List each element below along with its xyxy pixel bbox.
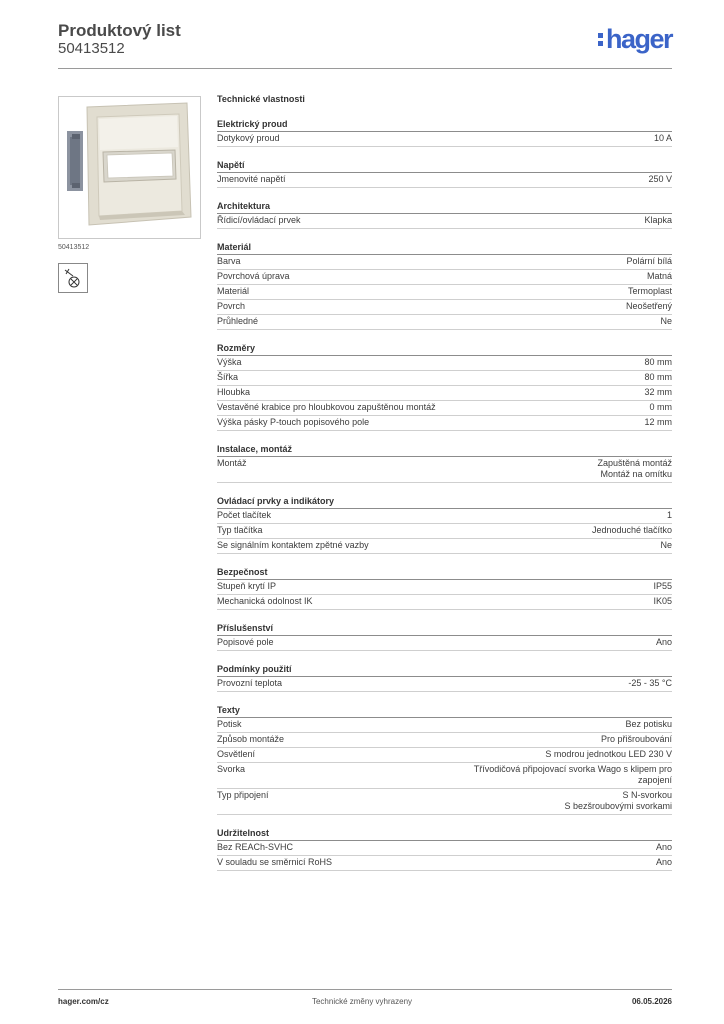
spec-label: Materiál [217,286,250,296]
spec-value [650,402,673,413]
spec-value [648,174,672,185]
spec-label: Montáž [217,458,247,468]
spec-value-line: Ne [660,540,672,550]
header-divider [58,68,672,69]
spec-value-line: Matná [646,271,672,281]
page-header [58,20,672,70]
spec-section-title: Architektura [217,200,672,214]
spec-row [217,595,672,610]
spec-row [217,386,672,401]
spec-label: Se signálním kontaktem zpětné vazby [217,540,369,550]
spec-row [217,285,672,300]
spec-section-title: Napětí [217,159,672,173]
spec-section [217,200,672,229]
spec-value [667,510,672,521]
spec-row [217,509,672,524]
spec-value-line: Ano [655,857,672,867]
spec-section-title: Ovládací prvky a indikátory [217,495,672,509]
spec-row [217,214,672,229]
spec-value [644,357,672,368]
spec-section-title: Elektrický proud [217,118,672,132]
spec-row [217,733,672,748]
spec-label: Způsob montáže [217,734,285,744]
spec-value-line: Ne [660,316,672,326]
spec-label: Hloubka [217,387,251,397]
spec-sections [217,118,672,871]
spec-value [660,316,672,327]
spec-value [653,596,672,607]
spec-section [217,159,672,188]
spec-value-line: 80 mm [644,372,672,382]
spec-value [660,540,672,551]
spec-value [653,581,672,592]
spec-section-title: Materiál [217,241,672,255]
logo-dots-icon [598,31,604,49]
spec-row [217,270,672,285]
spec-section [217,342,672,431]
footer-divider [58,989,672,990]
spec-value-line: IK05 [653,596,672,606]
spec-value [592,525,672,536]
footer-notice: Technické změny vyhrazeny [311,997,413,1006]
spec-row [217,401,672,416]
spec-section [217,443,672,483]
spec-row [217,524,672,539]
spec-section [217,704,672,815]
spec-row [217,718,672,733]
spec-label: Dotykový proud [217,133,280,143]
spec-section [217,827,672,871]
spec-row [217,580,672,595]
spec-row [217,677,672,692]
spec-row [217,356,672,371]
spec-value [654,133,672,144]
spec-value-line: Klapka [644,215,672,225]
spec-value-line: Ano [655,842,672,852]
spec-row [217,132,672,147]
spec-value [601,734,672,745]
logo-text: hager [605,24,672,54]
spec-value-line: Termoplast [627,286,672,296]
spec-value [644,387,672,398]
spec-label: Šířka [217,372,239,382]
spec-section [217,663,672,692]
spec-value [628,286,672,297]
spec-label: Průhledné [217,316,259,326]
spec-section [217,622,672,651]
spec-value [656,637,672,648]
spec-section [217,118,672,147]
spec-row [217,856,672,871]
spec-section [217,566,672,610]
spec-value-line: S modrou jednotkou LED 230 V [545,749,672,759]
spec-value-line: IP55 [653,581,672,591]
spec-section-title: Podmínky použití [217,663,672,677]
spec-label: Mechanická odolnost IK [217,596,313,606]
spec-value [626,256,672,267]
spec-row [217,841,672,856]
spec-value [626,301,672,312]
hager-logo [598,25,672,53]
spec-row [217,371,672,386]
technical-specifications [217,92,672,871]
spec-value-line: 80 mm [644,357,672,367]
spec-value [597,458,672,480]
spec-value-line: Ano [655,637,672,647]
spec-value [474,764,672,786]
spec-section-title: Udržitelnost [217,827,672,841]
spec-label: Jmenovité napětí [217,174,286,184]
spec-label: Potisk [217,719,242,729]
spec-value-line: Neošetřený [625,301,672,311]
spec-value-line: Bez potisku [625,719,672,729]
spec-section [217,241,672,330]
spec-value-line: -25 - 35 °C [628,678,672,688]
spec-value-line: zapojení [637,775,672,785]
spec-row [217,636,672,651]
document-title: Produktový list [58,21,181,40]
spec-value [564,790,672,812]
spec-label: Osvětlení [217,749,256,759]
spec-label: Barva [217,256,241,266]
spec-label: Stupeň krytí IP [217,581,277,591]
spec-label: Typ připojení [217,790,269,800]
spec-label: Typ tlačítka [217,525,263,535]
spec-value-line: 1 [666,510,672,520]
spec-value [545,749,672,760]
spec-label: Řídicí/ovládací prvek [217,215,301,225]
spec-section-title: Bezpečnost [217,566,672,580]
spec-value [644,417,672,428]
product-image [58,96,201,239]
spec-value-line: Jednoduché tlačítko [591,525,672,535]
spec-value [625,719,672,730]
spec-value [644,372,672,383]
spec-value-line: 250 V [648,174,672,184]
spec-value [656,857,672,868]
spec-row [217,416,672,431]
spec-label: Výška [217,357,242,367]
spec-label: Popisové pole [217,637,274,647]
spec-label: V souladu se směrnicí RoHS [217,857,333,867]
spec-row [217,539,672,554]
spec-value [647,271,672,282]
spec-label: Bez REACh-SVHC [217,842,294,852]
spec-row [217,173,672,188]
spec-label: Povrch [217,301,246,311]
spec-label: Provozní teplota [217,678,283,688]
spec-value [656,842,672,853]
spec-section-title: Rozměry [217,342,672,356]
spec-value-line: Třívodičová připojovací svorka Wago s klipem pro [473,764,672,774]
spec-label: Vestavěné krabice pro hloubkovou zapuštěnou montáž [217,402,436,412]
spec-value-line: Zapuštěná montáž [597,458,672,468]
spec-value-line: S bezšroubovými svorkami [564,801,672,811]
spec-row [217,748,672,763]
spec-section-title: Příslušenství [217,622,672,636]
document-number: 50413512 [58,40,125,57]
spec-label: Povrchová úprava [217,271,290,281]
spec-row [217,315,672,330]
spec-value-line: 10 A [653,133,672,143]
spec-value-line: Pro přišroubování [600,734,672,744]
spec-label: Výška pásky P-touch popisového pole [217,417,370,427]
spec-row [217,300,672,315]
spec-value-line: 0 mm [649,402,672,412]
spec-value-line: S N-svorkou [622,790,672,800]
spec-value-line: 32 mm [644,387,672,397]
spec-section-title: Texty [217,704,672,718]
flush-mounting-screw-icon [58,263,88,293]
spec-row [217,789,672,815]
specs-heading: Technické vlastnosti [217,94,305,104]
spec-row [217,763,672,789]
spec-section-title: Instalace, montáž [217,443,672,457]
spec-value [644,215,672,226]
footer-website: hager.com/cz [58,997,109,1006]
spec-label: Počet tlačítek [217,510,272,520]
spec-value-line: Polární bílá [626,256,672,266]
footer-date: 06.05.2026 [631,997,672,1006]
rocker-switch-with-label-window-image [59,97,200,238]
spec-label: Svorka [217,764,246,774]
spec-row [217,457,672,483]
spec-value [628,678,672,689]
spec-row [217,255,672,270]
spec-section [217,495,672,554]
product-code-caption: 50413512 [58,244,90,251]
spec-value-line: 12 mm [644,417,672,427]
spec-value-line: Montáž na omítku [600,469,672,479]
